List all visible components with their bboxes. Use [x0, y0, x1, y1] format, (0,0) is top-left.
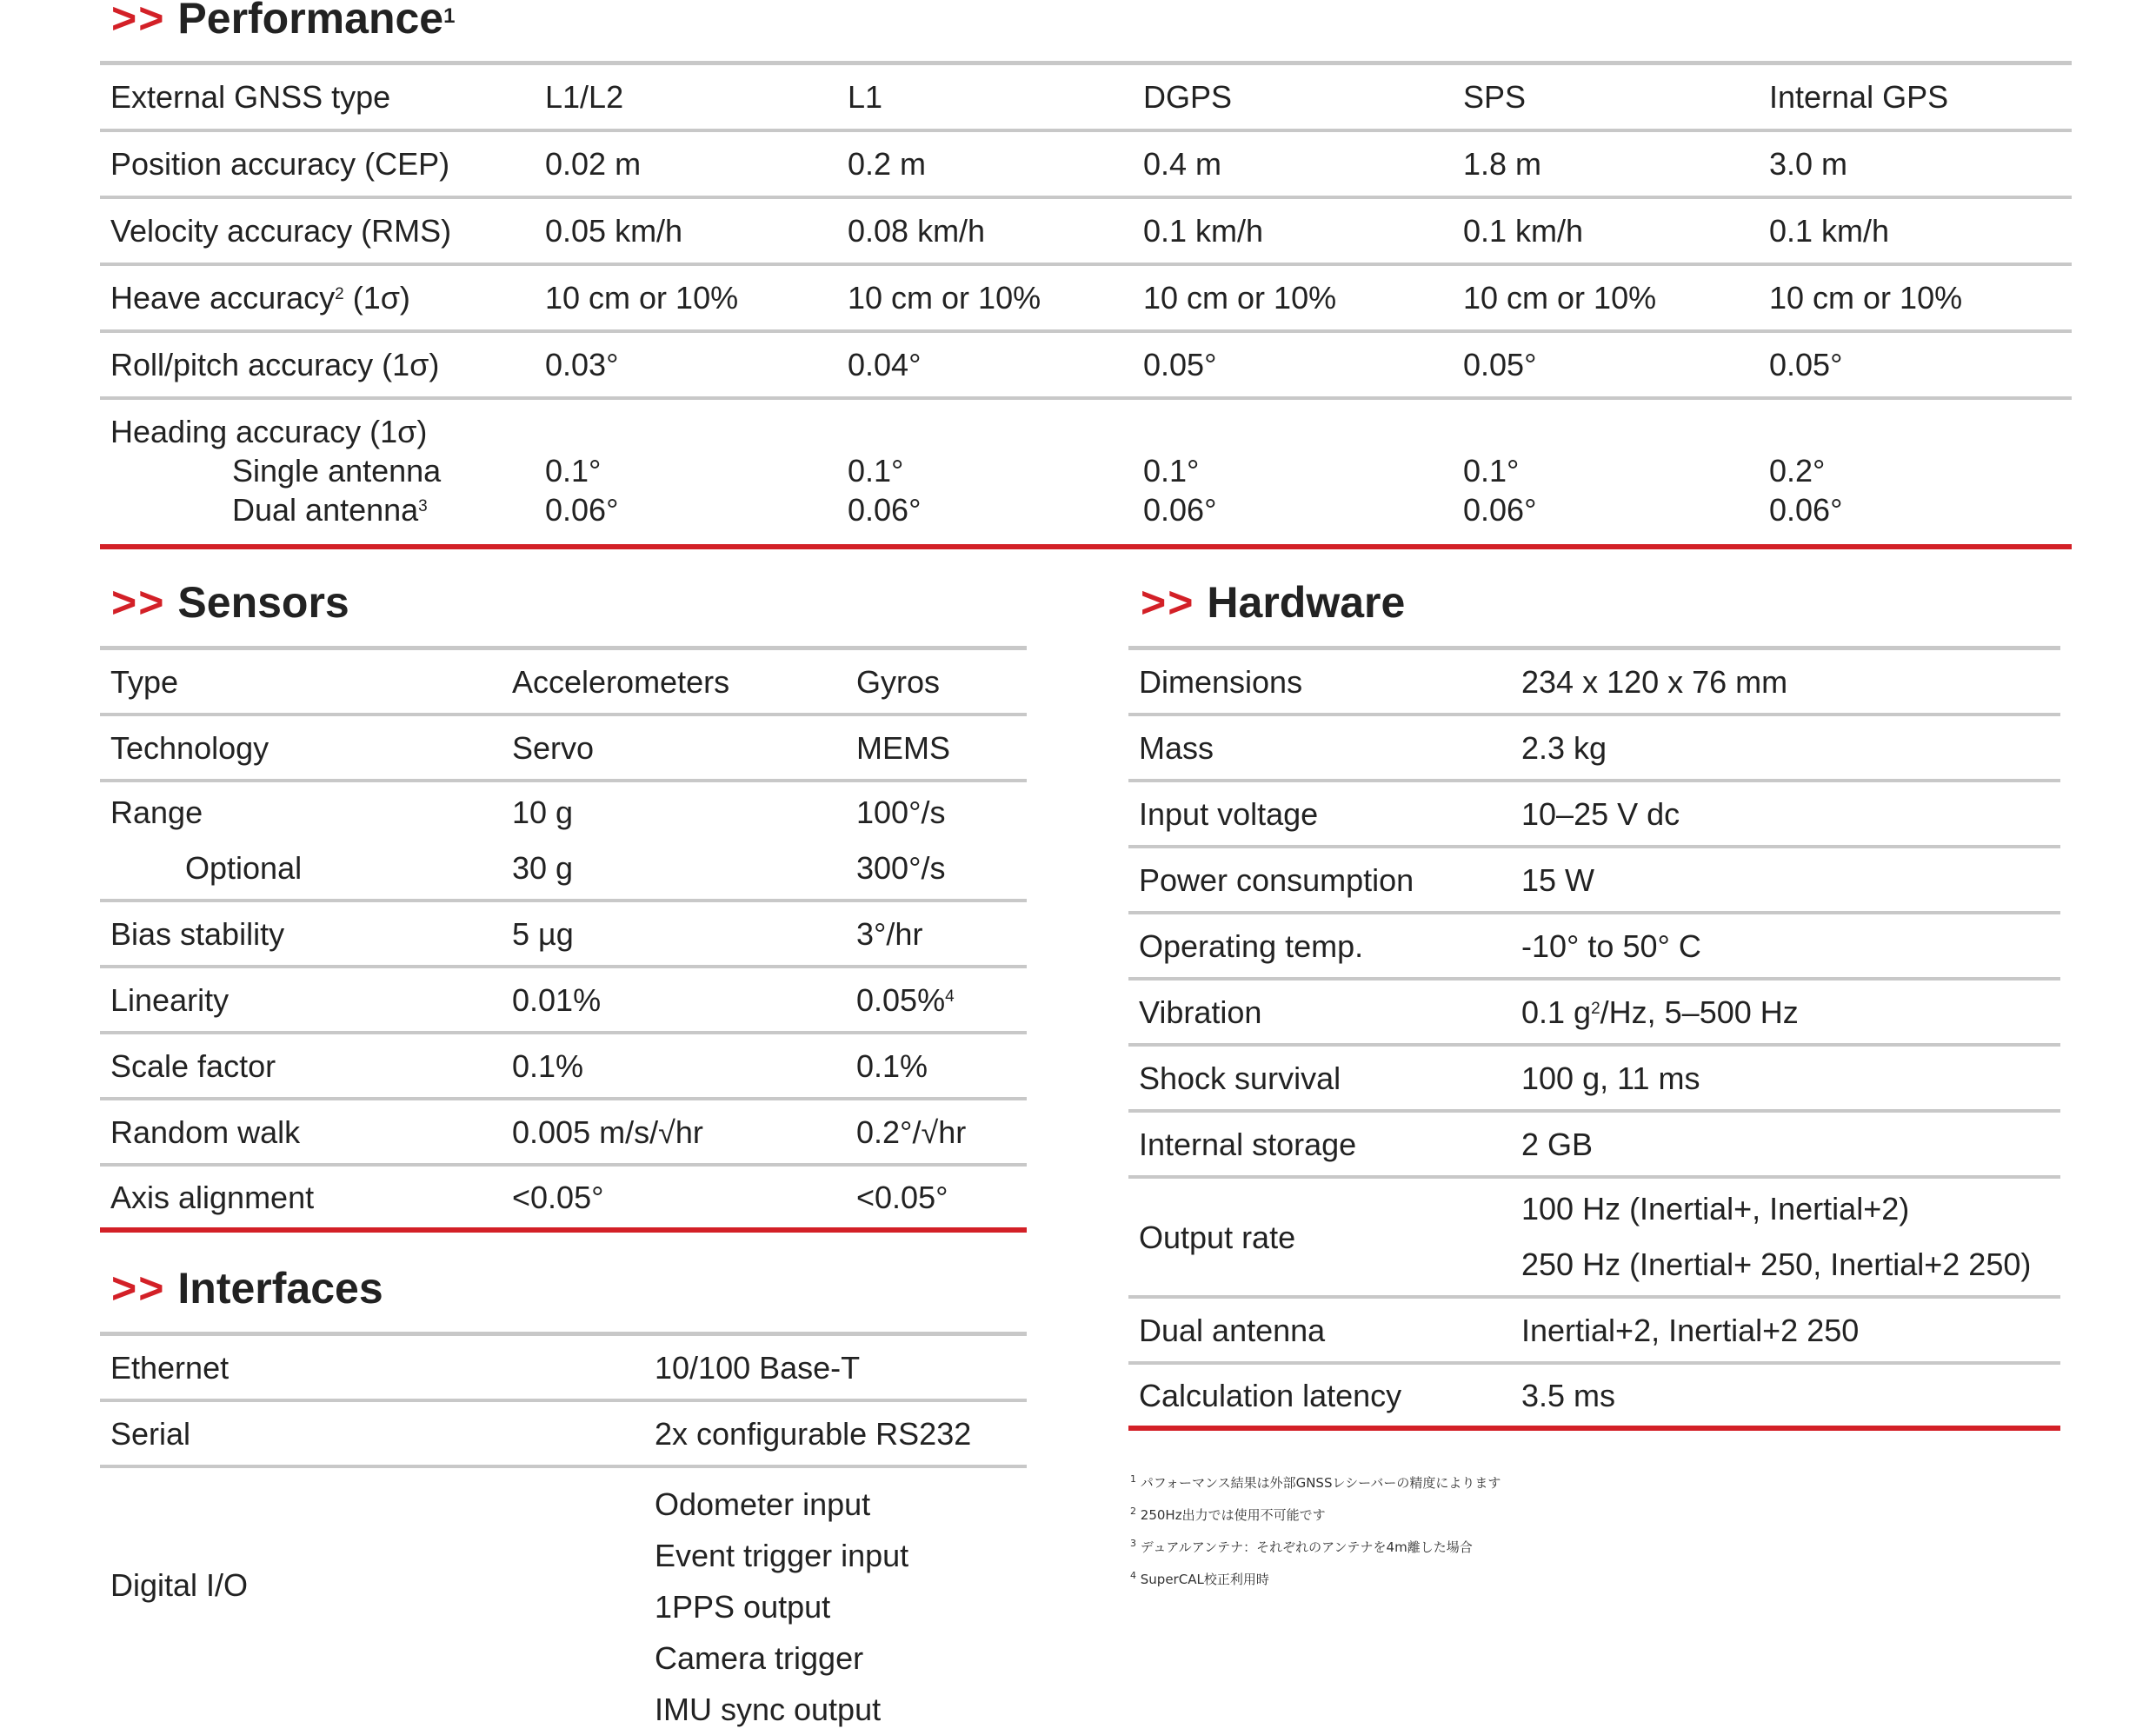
table-cell: 0.05°: [1463, 347, 1537, 382]
interfaces-title: >> Interfaces: [111, 1264, 383, 1313]
footnote: $^2$ 250Hz出力では使用不可能です: [1130, 1506, 1326, 1523]
row-label: Ethernet: [110, 1349, 230, 1386]
table-cell: 2x configurable RS232: [655, 1415, 972, 1452]
row-label: Shock survival: [1139, 1060, 1341, 1096]
table-row: [100, 199, 2072, 266]
table-row: [100, 1402, 1027, 1468]
column-header: L1: [848, 79, 883, 115]
table-cell: 10 cm or 10%: [1143, 280, 1337, 316]
row-label: Random walk: [110, 1113, 301, 1150]
table-cell: 0.05°: [1769, 347, 1843, 382]
table-cell: 10 cm or 10%: [545, 280, 739, 316]
row-label: Internal storage: [1139, 1126, 1357, 1162]
table-row: [100, 132, 2072, 199]
table-row: [100, 333, 2072, 400]
footnote: $^4$ SuperCAL校正利用時: [1130, 1570, 1269, 1587]
row-label: Serial: [110, 1415, 191, 1452]
table-row: [1128, 1179, 2060, 1299]
row-label: Dual antenna: [1139, 1312, 1326, 1348]
section-arrows-icon: >>: [111, 0, 166, 43]
table-row: [1128, 1047, 2060, 1113]
table-cell: 0.1 km/h: [1143, 213, 1264, 249]
table-cell: 0.1° 0.06°: [1143, 453, 1217, 528]
table-cell: 2 GB: [1521, 1126, 1594, 1162]
list-item: Event trigger input: [655, 1538, 909, 1573]
table-row: [100, 266, 2072, 333]
list-item: Camera trigger: [655, 1640, 864, 1676]
table-row: [1128, 716, 2060, 782]
section-arrows-icon: >>: [111, 1264, 166, 1313]
row-label: Roll/pitch accuracy (1σ): [110, 347, 440, 382]
table-cell: 0.2° 0.06°: [1769, 453, 1843, 528]
section-arrows-icon: >>: [111, 578, 166, 627]
row-label: Heave accuracy$^2$ (1σ): [110, 280, 410, 316]
hardware-title: >> Hardware: [1141, 578, 1406, 627]
table-row: [100, 1468, 1027, 1729]
table-row: [1128, 1365, 2060, 1431]
column-header: Internal GPS: [1769, 79, 1949, 115]
list-item: Odometer input: [655, 1486, 871, 1522]
table-cell: 0.1° 0.06°: [545, 453, 619, 528]
table-row: [100, 1167, 1027, 1233]
table-cell: 0.04°: [848, 347, 922, 382]
table-cell: 0.1° 0.06°: [848, 453, 922, 528]
row-label: Heading accuracy (1σ) Single antenna Dual antenna$^3$: [110, 414, 442, 528]
table-cell: 0.1 $g^2/Hz$, 5–500 Hz: [1521, 994, 1799, 1030]
table-cell: 0.005 m/s/√hr: [512, 1113, 703, 1150]
table-cell: 10–25 V dc: [1521, 795, 1680, 832]
sensors-table: [100, 646, 1027, 1233]
table-row-heading-accuracy: [100, 400, 2072, 549]
table-row: [1128, 848, 2060, 914]
row-label: Mass: [1139, 729, 1214, 766]
column-header: Type: [110, 663, 179, 700]
row-label: Vibration: [1139, 994, 1262, 1030]
table-row: [1128, 782, 2060, 848]
row-label: Operating temp.: [1139, 927, 1364, 964]
row-label: Technology: [110, 729, 270, 766]
row-label: Velocity accuracy (RMS): [110, 213, 452, 249]
column-header: DGPS: [1143, 79, 1233, 115]
table-row: [1128, 914, 2060, 981]
hardware-table: [1128, 646, 2060, 1431]
table-row: [1128, 1113, 2060, 1179]
row-label: Digital I/O: [110, 1567, 249, 1603]
table-cell: 0.1 km/h: [1769, 213, 1890, 249]
table-row: [100, 1100, 1027, 1167]
table-cell: 100°/s 300°/s: [856, 794, 946, 886]
interfaces-table: [100, 1332, 1027, 1729]
table-cell: -10° to 50° C: [1521, 927, 1701, 964]
table-row: [100, 1034, 1027, 1100]
table-cell: 234 x 120 x 76 mm: [1521, 663, 1788, 700]
row-label: Bias stability: [110, 915, 285, 952]
table-cell: [644, 1479, 1027, 1735]
row-label: Scale factor: [110, 1047, 276, 1084]
table-cell: 5 µg: [512, 915, 574, 952]
table-cell: 2.3 kg: [1521, 729, 1607, 766]
performance-table: [100, 61, 2072, 549]
row-label: Axis alignment: [110, 1179, 315, 1215]
table-cell: 10 cm or 10%: [1463, 280, 1657, 316]
table-cell: 100 g, 11 ms: [1521, 1060, 1700, 1096]
table-row: [100, 65, 2072, 132]
sensors-title: >> Sensors: [111, 578, 349, 627]
table-cell: 0.1%: [856, 1047, 928, 1084]
table-cell: Servo: [512, 729, 595, 766]
table-cell: 0.1 km/h: [1463, 213, 1584, 249]
table-cell: 0.2 m: [848, 146, 927, 182]
table-cell: 3.5 ms: [1521, 1377, 1616, 1413]
table-cell: <0.05°: [856, 1179, 948, 1215]
table-cell: <0.05°: [512, 1179, 604, 1215]
table-row: [1128, 981, 2060, 1047]
table-cell: 1.8 m: [1463, 146, 1542, 182]
row-label: Output rate: [1139, 1219, 1296, 1255]
footnote: $^1$ パフォーマンス結果は外部GNSSレシーバーの精度によります: [1130, 1473, 1501, 1491]
table-row: [100, 782, 1027, 902]
table-cell: 0.1° 0.06°: [1463, 453, 1537, 528]
table-row: [100, 1336, 1027, 1402]
row-label: Dimensions: [1139, 663, 1303, 700]
list-item: 1PPS output: [655, 1589, 831, 1625]
table-cell: 0.05°: [1143, 347, 1217, 382]
table-row: [1128, 650, 2060, 716]
table-cell: 0.02 m: [545, 146, 642, 182]
table-row: [100, 650, 1027, 716]
row-label: Linearity: [110, 981, 230, 1018]
row-label: Range Optional: [110, 794, 303, 886]
table-cell: 10 g 30 g: [512, 794, 574, 886]
table-cell: 3.0 m: [1769, 146, 1848, 182]
table-cell: 0.03°: [545, 347, 619, 382]
table-cell: 0.05%$^4$: [856, 981, 955, 1018]
table-cell: 10 cm or 10%: [848, 280, 1041, 316]
table-cell: MEMS: [856, 729, 950, 766]
table-cell: 10 cm or 10%: [1769, 280, 1963, 316]
row-label: Calculation latency: [1139, 1377, 1402, 1413]
column-header: Accelerometers: [512, 663, 730, 700]
row-label: Position accuracy (CEP): [110, 146, 450, 182]
table-cell: 3°/hr: [856, 915, 923, 952]
table-cell: 0.2°/√hr: [856, 1113, 967, 1150]
column-header: External GNSS type: [110, 79, 391, 115]
table-cell: 0.01%: [512, 981, 602, 1018]
table-row: [100, 902, 1027, 968]
section-arrows-icon: >>: [1141, 578, 1195, 627]
column-header: SPS: [1463, 79, 1527, 115]
footnotes: [1130, 1463, 1501, 1592]
row-label: Input voltage: [1139, 795, 1319, 832]
table-cell: Inertial+2, Inertial+2 250: [1521, 1312, 1860, 1348]
table-cell: 0.05 km/h: [545, 213, 683, 249]
list-item: IMU sync output: [655, 1692, 882, 1727]
table-cell: 15 W: [1521, 861, 1595, 898]
performance-title: >> Performance$^1$: [111, 0, 455, 40]
table-row: [100, 968, 1027, 1034]
table-cell: 0.08 km/h: [848, 213, 986, 249]
column-header: L1/L2: [545, 79, 624, 115]
footnote: $^3$ デュアルアンテナ：それぞれのアンテナを4m離した場合: [1130, 1538, 1473, 1555]
table-cell: 100 Hz (Inertial+, Inertial+2) 250 Hz (Inertial+ 250, Inertial+2 250): [1521, 1191, 2032, 1282]
table-cell: 10/100 Base-T: [655, 1349, 861, 1386]
table-row: [100, 716, 1027, 782]
table-cell: 0.1%: [512, 1047, 584, 1084]
row-label: Power consumption: [1139, 861, 1414, 898]
table-cell: 0.4 m: [1143, 146, 1222, 182]
table-row: [1128, 1299, 2060, 1365]
column-header: Gyros: [856, 663, 941, 700]
